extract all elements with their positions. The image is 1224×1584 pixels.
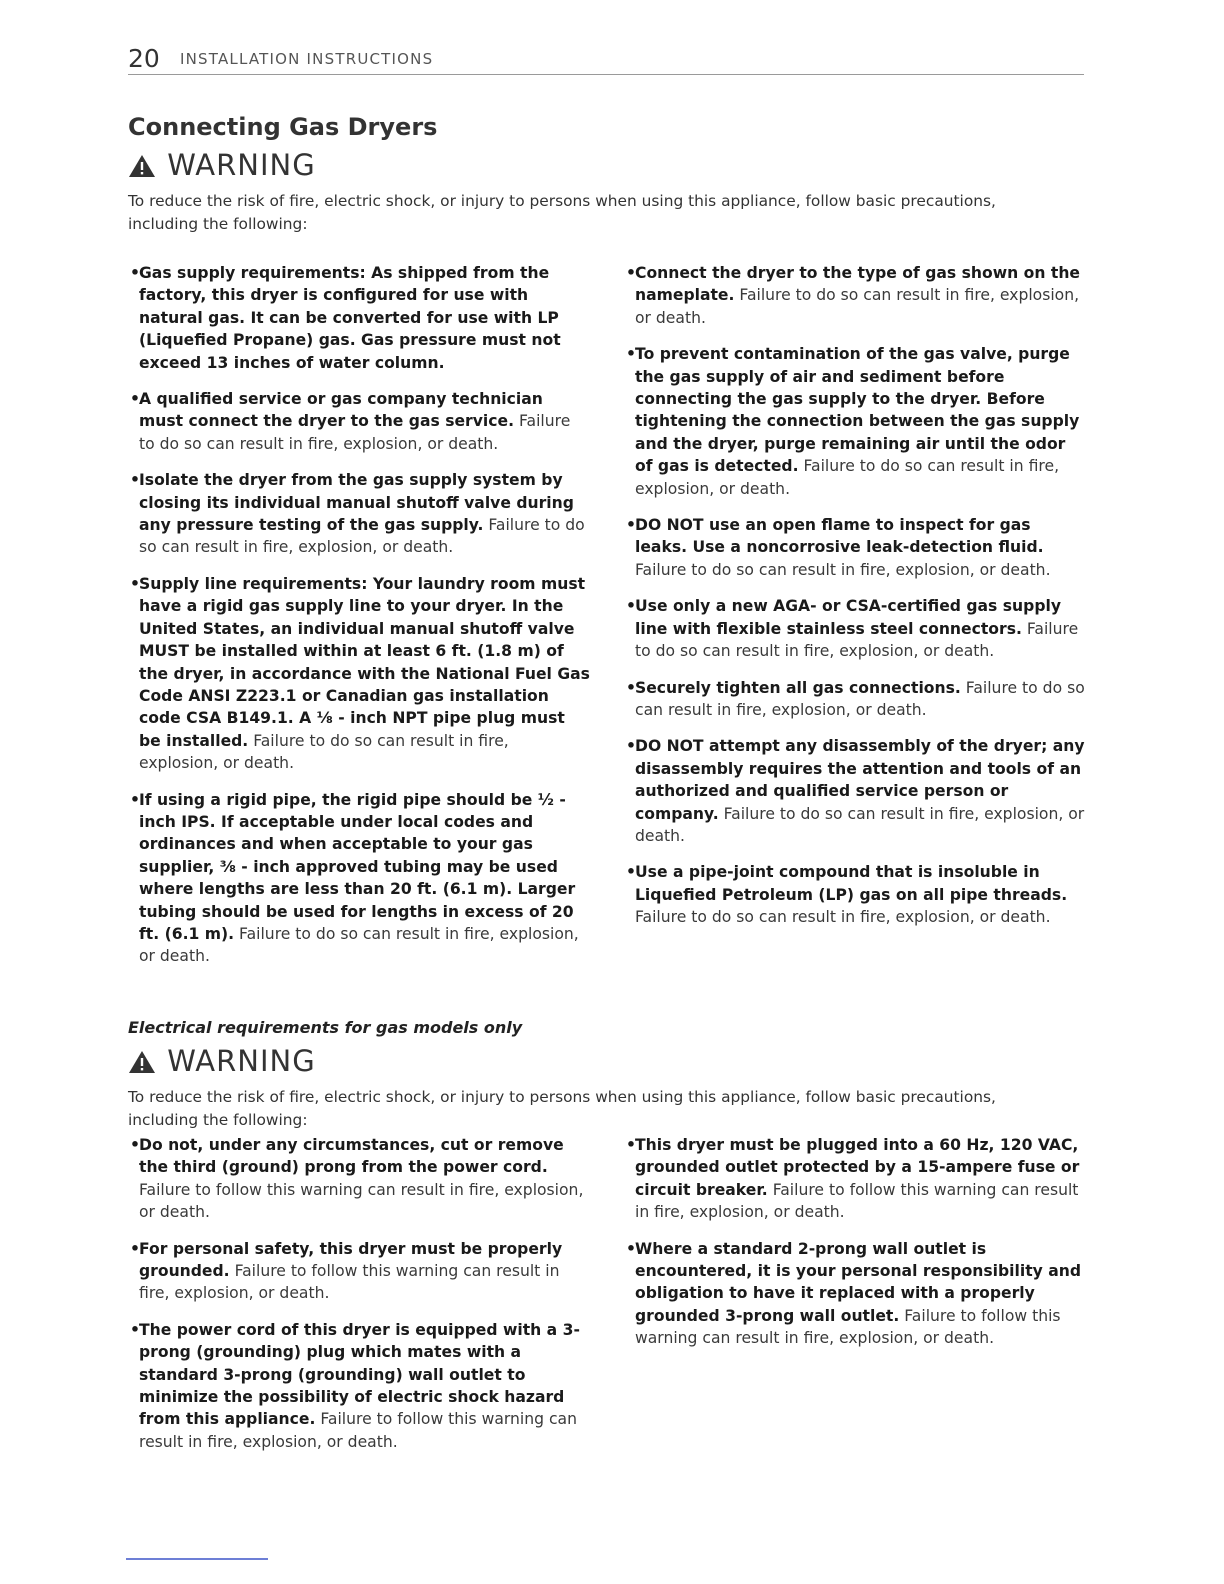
- list-item: • If using a rigid pipe, the rigid pipe should be ½ - inch IPS. If acceptable under local codes and ordinances and when acceptable to your gas supplier, ⅜ - inch approved tubing may be used where lengths are less than 20 ft. (6.1 m). Larger tubing should be used for lengths in excess of 20 ft. (6.1 m). Failure to do so can result in fire, explosion, or death.: [130, 789, 590, 968]
- left-electrical-list: [130, 1134, 592, 1453]
- warning-heading-2: [128, 1044, 316, 1078]
- section-label: INSTALLATION INSTRUCTIONS: [180, 50, 434, 68]
- list-item: • Supply line requirements: Your laundry room must have a rigid gas supply line to your dryer. In the United States, an individual manual shutoff valve MUST be installed within at least 6 ft. (1.8 m) of the dryer, in accordance with the National Fuel Gas Code ANSI Z223.1 or Canadian gas installation code CSA B149.1. A ⅛ - inch NPT pipe plug must be installed. Failure to do so can result in fire, explosion, or death.: [130, 573, 590, 775]
- list-item: • Securely tighten all gas connections. Failure to do so can result in fire, explosion, or death.: [626, 677, 1086, 722]
- warning-label: WARNING: [167, 148, 316, 182]
- page-title: Connecting Gas Dryers: [128, 113, 438, 141]
- left-precautions-list: [130, 262, 590, 968]
- electrical-subheading: Electrical requirements for gas models only: [128, 1018, 523, 1037]
- list-item: • The power cord of this dryer is equipped with a 3-prong (grounding) plug which mates with a standard 3-prong (grounding) wall outlet to minimize the possibility of electric shock hazard from this appliance. Failure to follow this warning can result in fire, explosion, or death.: [130, 1319, 592, 1453]
- warning-intro: To reduce the risk of fire, electric shock, or injury to persons when using this appliance, follow basic precautions, including the following:: [128, 192, 996, 233]
- list-item: • Gas supply requirements: As shipped from the factory, this dryer is configured for use with natural gas. It can be converted for use with LP (Liquefied Propane) gas. Gas pressure must not exceed 13 inches of water column.: [130, 262, 590, 374]
- list-item: • For personal safety, this dryer must be properly grounded. Failure to follow this warning can result in fire, explosion, or death.: [130, 1238, 592, 1305]
- list-item: • Use only a new AGA- or CSA-certified gas supply line with flexible stainless steel connectors. Failure to do so can result in fire, explosion, or death.: [626, 595, 1086, 662]
- right-precautions-list: [626, 262, 1086, 929]
- warning-triangle-icon: [128, 148, 167, 182]
- list-item: • DO NOT use an open flame to inspect for gas leaks. Use a noncorrosive leak-detection fluid. Failure to do so can result in fire, explosion, or death.: [626, 514, 1086, 581]
- list-item: • A qualified service or gas company technician must connect the dryer to the gas service. Failure to do so can result in fire, explosion, or death.: [130, 388, 590, 455]
- footer-rule: [126, 1558, 268, 1560]
- right-electrical-list: [626, 1134, 1086, 1350]
- list-item: • To prevent contamination of the gas valve, purge the gas supply of air and sediment before connecting the gas supply to the dryer. Before tightening the connection between the gas supply and the dryer, purge remaining air until the odor of gas is detected. Failure to do so can result in fire, explosion, or death.: [626, 343, 1086, 500]
- page-header: [128, 44, 1084, 75]
- list-item: • This dryer must be plugged into a 60 Hz, 120 VAC, grounded outlet protected by a 15-ampere fuse or circuit breaker. Failure to follow this warning can result in fire, explosion, or death.: [626, 1134, 1086, 1224]
- warning-intro-2: To reduce the risk of fire, electric shock, or injury to persons when using this appliance, follow basic precautions, including the following:: [128, 1088, 996, 1129]
- list-item: • Connect the dryer to the type of gas shown on the nameplate. Failure to do so can result in fire, explosion, or death.: [626, 262, 1086, 329]
- list-item: • Where a standard 2-prong wall outlet is encountered, it is your personal responsibility and obligation to have it replaced with a properly grounded 3-prong wall outlet. Failure to follow this warning can result in fire, explosion, or death.: [626, 1238, 1086, 1350]
- warning-triangle-icon: [128, 1044, 167, 1078]
- list-item: • DO NOT attempt any disassembly of the dryer; any disassembly requires the attention and tools of an authorized and qualified service person or company. Failure to do so can result in fire, explosion, or death.: [626, 735, 1086, 847]
- warning-heading: [128, 148, 316, 182]
- list-item: • Isolate the dryer from the gas supply system by closing its individual manual shutoff valve during any pressure testing of the gas supply. Failure to do so can result in fire, explosion, or death.: [130, 469, 590, 559]
- warning-label: WARNING: [167, 1044, 316, 1078]
- list-item: • Do not, under any circumstances, cut or remove the third (ground) prong from the power cord. Failure to follow this warning can result in fire, explosion, or death.: [130, 1134, 592, 1224]
- page-number: 20: [128, 44, 160, 73]
- list-item: • Use a pipe-joint compound that is insoluble in Liquefied Petroleum (LP) gas on all pipe threads. Failure to do so can result in fire, explosion, or death.: [626, 861, 1086, 928]
